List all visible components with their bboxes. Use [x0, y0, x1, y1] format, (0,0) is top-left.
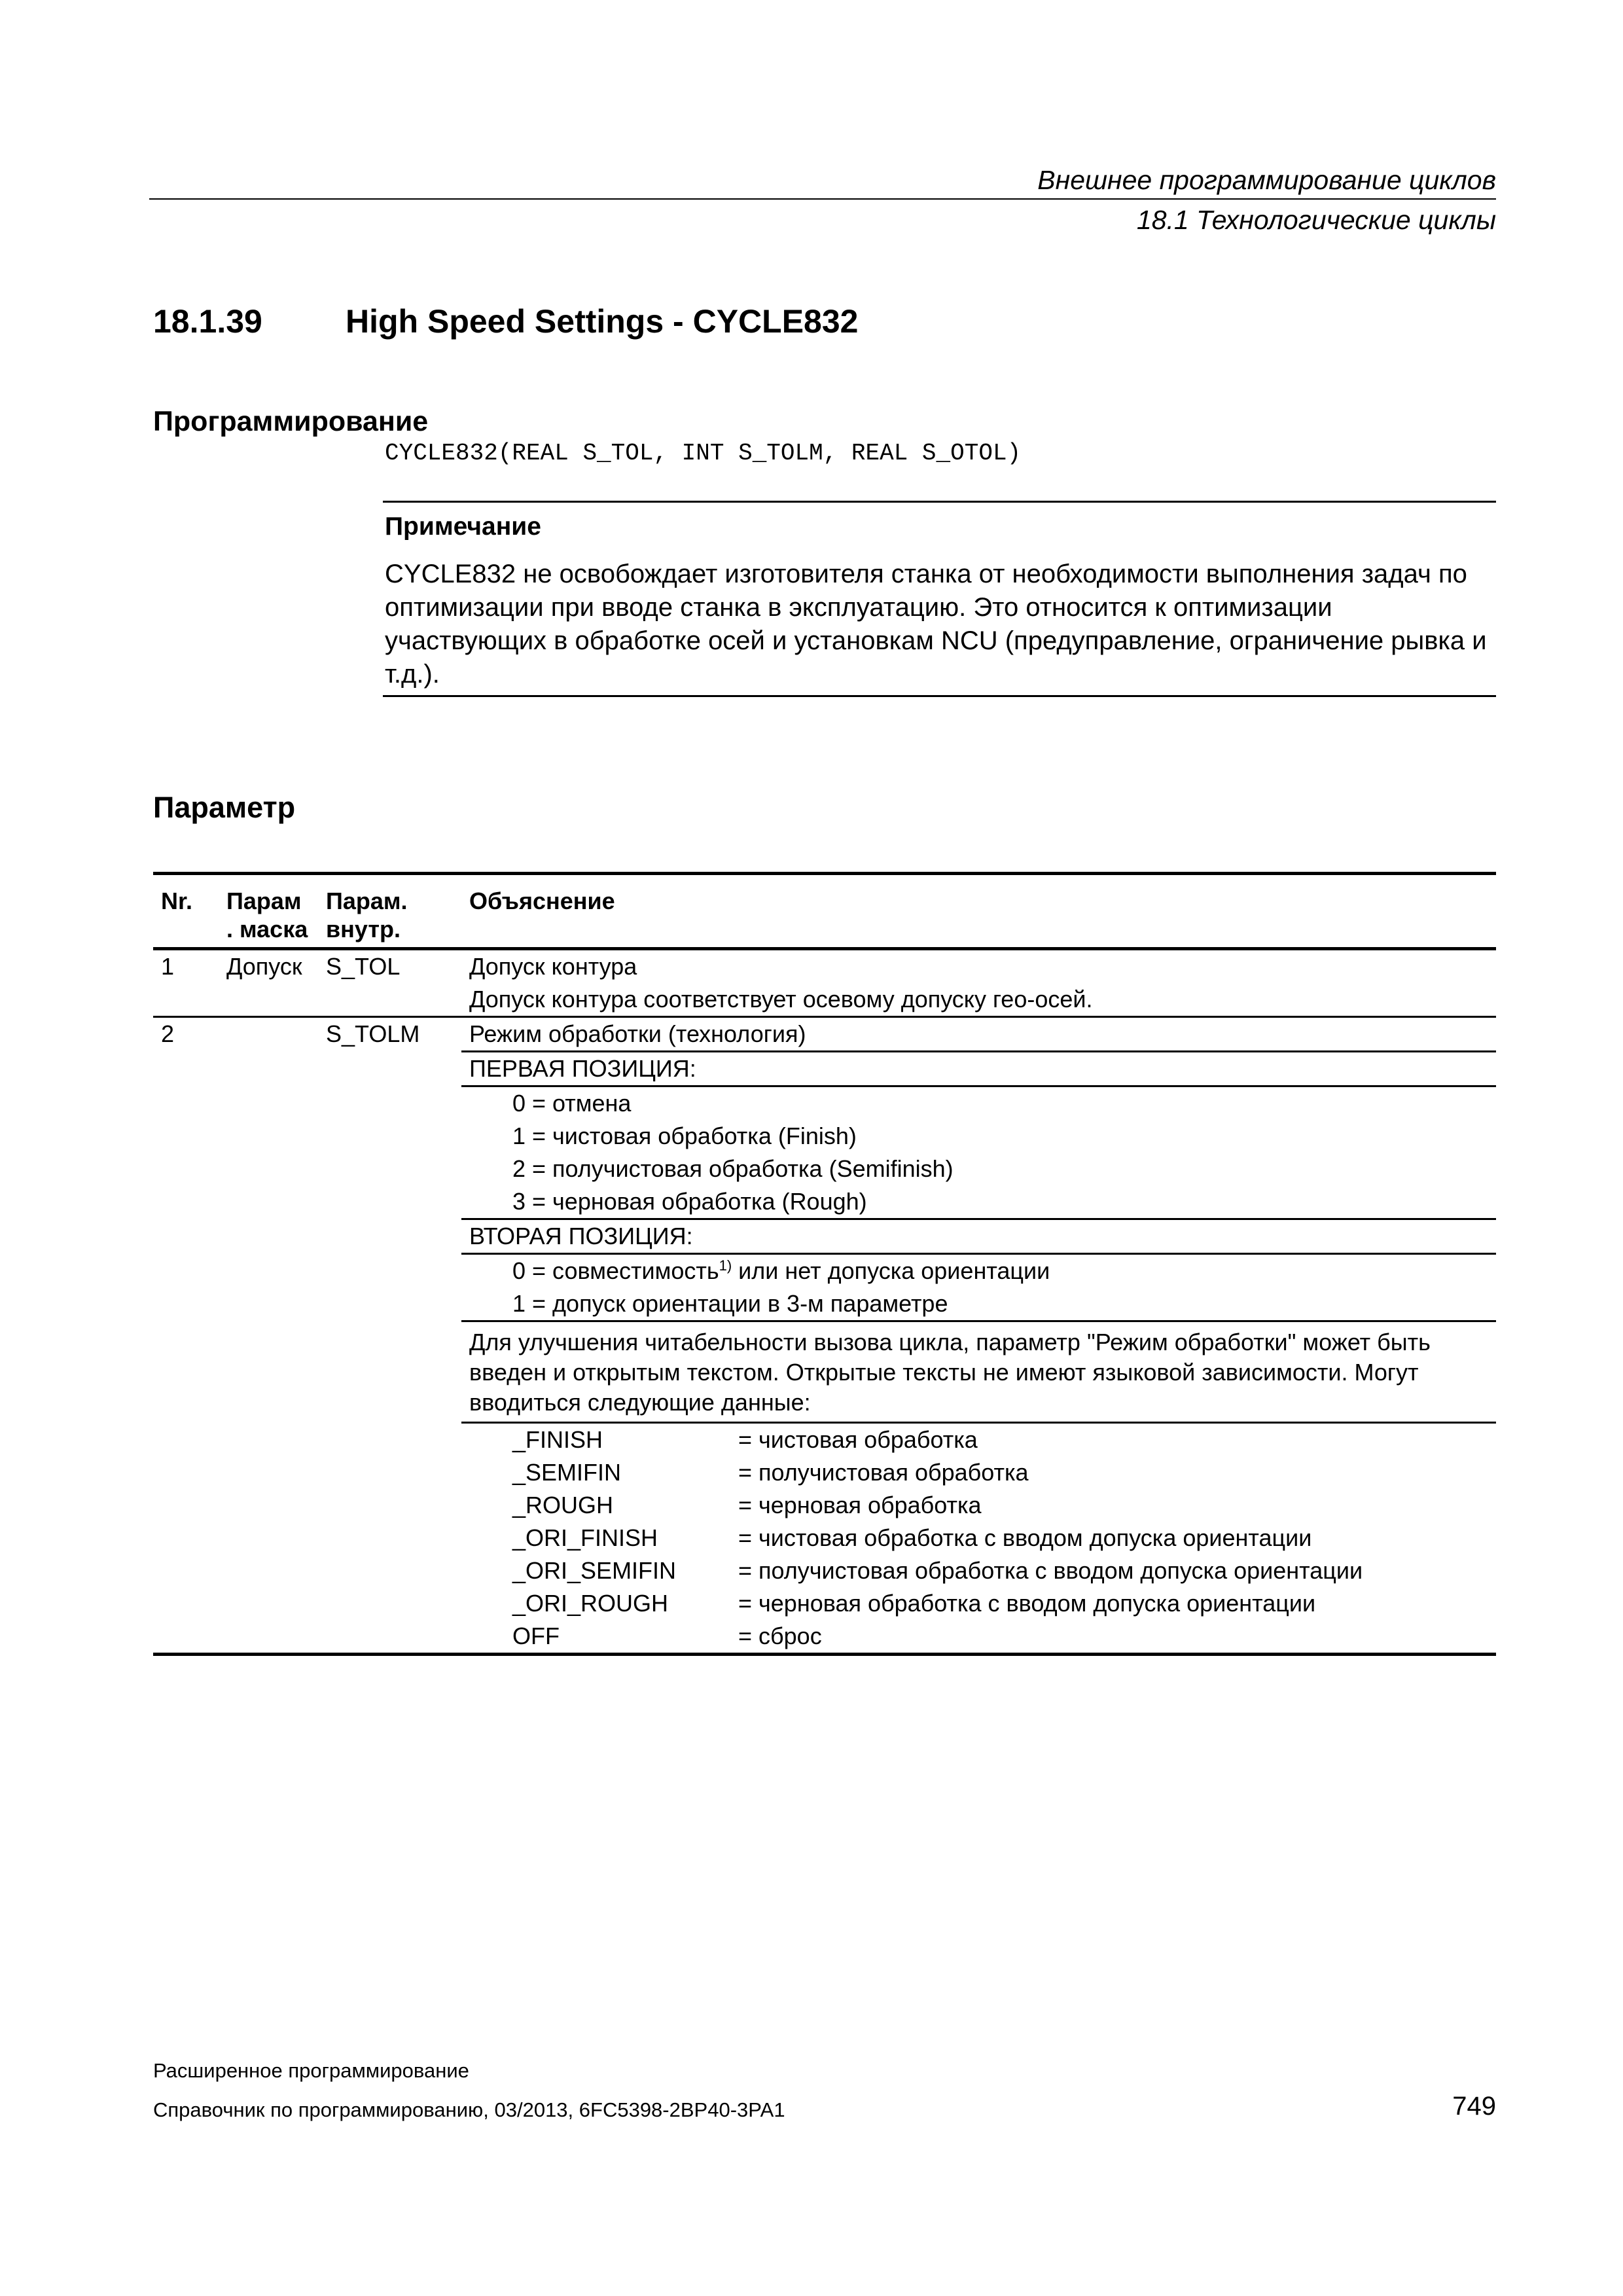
second-position-option [461, 1254, 1496, 1288]
programming-heading: Программирование [153, 406, 429, 437]
first-position-option: 3 = черновая обработка (Rough) [512, 1188, 867, 1215]
keyword-entry [461, 1423, 1496, 1457]
col-header-nr: Nr. [161, 888, 193, 914]
keyword: _ORI_FINISH [512, 1524, 658, 1551]
keyword: OFF [512, 1623, 560, 1649]
section-title: High Speed Settings - CYCLE832 [346, 303, 859, 340]
keyword-desc: = чистовая обработка [738, 1426, 978, 1453]
first-position-label: ПЕРВАЯ ПОЗИЦИЯ: [469, 1055, 696, 1082]
first-position-option: 2 = получистовая обработка (Semifinish) [512, 1155, 954, 1182]
header-rule [149, 198, 1496, 200]
keyword: _ROUGH [512, 1492, 614, 1518]
keyword-entry [461, 1489, 1496, 1522]
keyword: _ORI_ROUGH [512, 1590, 669, 1617]
table-header-row [153, 874, 1496, 949]
table-row [153, 1017, 1496, 1052]
keyword-entry [461, 1620, 1496, 1655]
row2-mask [219, 1017, 318, 1655]
keyword-entry [461, 1587, 1496, 1620]
keyword-entry [461, 1554, 1496, 1587]
second-position-label: ВТОРАЯ ПОЗИЦИЯ: [469, 1223, 693, 1249]
row1-internal: S_TOL [326, 953, 401, 980]
row2-internal: S_TOLM [318, 1017, 461, 1655]
note-rule-top [383, 501, 1496, 503]
keyword-desc: = получистовая обработка с вводом допуска ориентации [738, 1557, 1363, 1584]
section-number: 18.1.39 [153, 303, 262, 340]
keyword: _ORI_SEMIFIN [512, 1557, 677, 1584]
option-text: 0 = совместимость [512, 1257, 719, 1284]
second-position-option: 1 = допуск ориентации в 3-м параметре [512, 1290, 948, 1317]
keyword-desc: = сброс [738, 1623, 822, 1649]
col-header-mask: Парам . маска [226, 888, 308, 942]
keyword-desc: = черновая обработка с вводом допуска ориентации [738, 1590, 1316, 1617]
keyword-desc: = черновая обработка [738, 1492, 982, 1518]
option-text: или нет допуска ориентации [732, 1257, 1050, 1284]
keyword-desc: = получистовая обработка [738, 1459, 1029, 1486]
keyword-entry [461, 1456, 1496, 1489]
note-text: CYCLE832 не освобождает изготовителя станка от необходимости выполнения задач по оптимизации при вводе станка в эксплуатацию. Это относится к оптимизации участвующих в обработке осей и установкам NCU (предуправление, ограничение рывка и т.д.). [385, 560, 1487, 689]
keyword-entry [461, 1522, 1496, 1554]
table-row [153, 949, 1496, 984]
first-position-option: 0 = отмена [512, 1090, 632, 1117]
running-header-chapter: Внешнее программирование циклов [1037, 165, 1496, 195]
plain-text-paragraph: Для улучшения читабельности вызова цикла, параметр "Режим обработки" может быть введен и открытым текстом. Открытые тексты не имеют языковой зависимости. Могут вводиться следующие данные: [469, 1329, 1431, 1416]
footer-document-id: Справочник по программированию, 03/2013, 6FC5398-2BP40-3PA1 [153, 2098, 785, 2121]
footnote-ref: 1) [719, 1257, 732, 1274]
row2-nr: 2 [153, 1017, 219, 1655]
note-rule-bottom [383, 695, 1496, 697]
row1-nr: 1 [161, 953, 175, 980]
keyword-desc: = чистовая обработка с вводом допуска ориентации [738, 1524, 1312, 1551]
col-header-explanation: Объяснение [469, 888, 615, 914]
parameters-table [153, 872, 1496, 1656]
col-header-internal: Парам. внутр. [326, 888, 408, 942]
row2-explanation-line1: Режим обработки (технология) [469, 1020, 806, 1047]
footer-title: Расширенное программирование [153, 2059, 469, 2082]
row1-explanation-line2: Допуск контура соответствует осевому допуску гео-осей. [469, 986, 1093, 1013]
running-header-section: 18.1 Технологические циклы [1136, 205, 1496, 235]
keyword: _FINISH [512, 1426, 603, 1453]
row1-mask: Допуск [226, 953, 302, 980]
row1-explanation-line1: Допуск контура [469, 953, 637, 980]
syntax-code: CYCLE832(REAL S_TOL, INT S_TOLM, REAL S_OTOL) [385, 440, 1022, 467]
note-title: Примечание [385, 512, 541, 541]
first-position-option: 1 = чистовая обработка (Finish) [512, 1122, 857, 1149]
page-number: 749 [1452, 2092, 1496, 2121]
keyword: _SEMIFIN [512, 1459, 622, 1486]
parameters-heading: Параметр [153, 791, 296, 824]
